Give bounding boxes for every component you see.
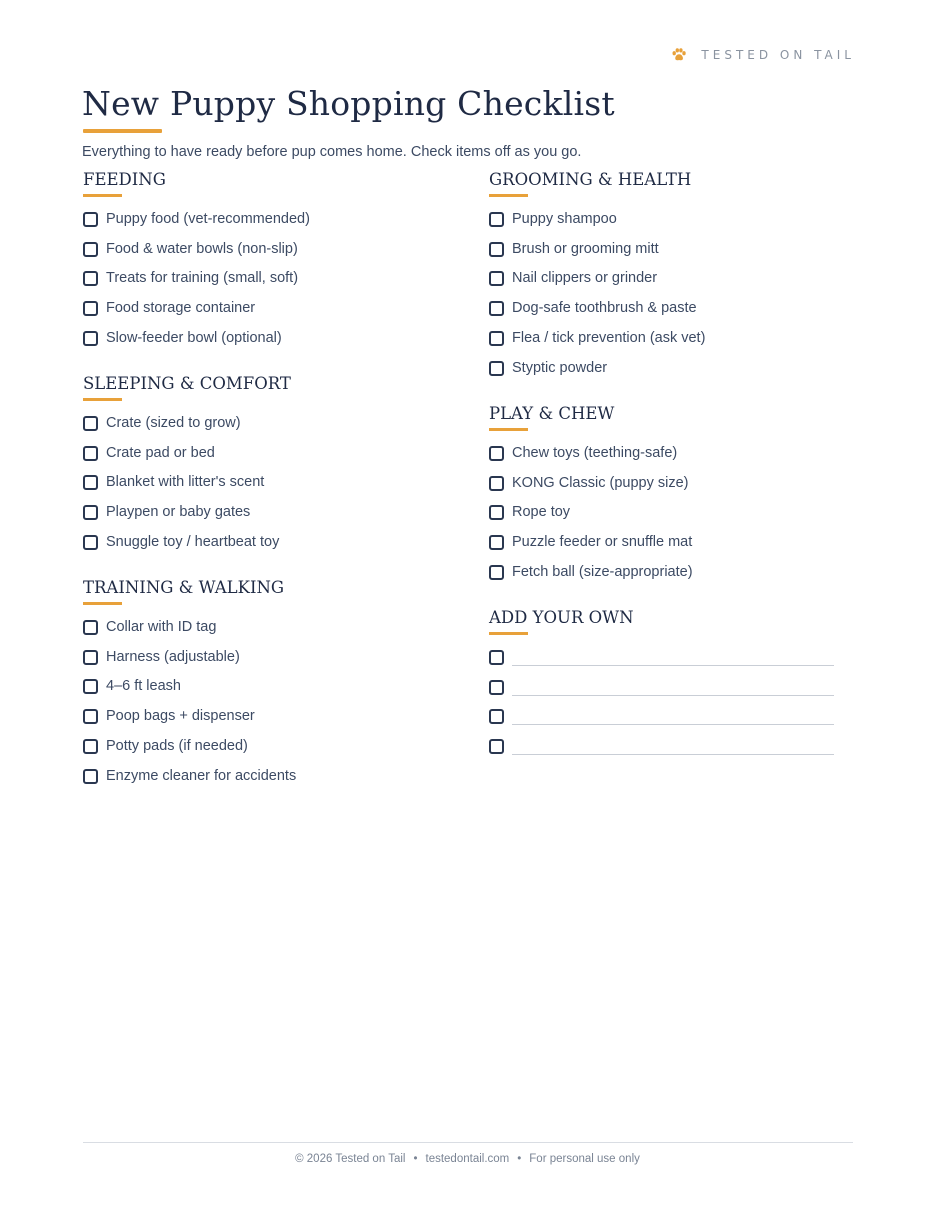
- checkbox[interactable]: [83, 679, 98, 694]
- checklist-item: [489, 468, 859, 498]
- checklist-item-label: Styptic powder: [512, 359, 608, 376]
- checklist-item: [83, 204, 453, 234]
- checklist-item-label: Dog-safe toothbrush & paste: [512, 300, 697, 317]
- checkbox[interactable]: [489, 739, 504, 754]
- checklist-item: [489, 204, 859, 234]
- checklist-item: [489, 323, 859, 353]
- checkbox[interactable]: [489, 650, 504, 665]
- brand-header: [671, 48, 855, 62]
- footer-site: testedontail.com: [425, 1153, 510, 1165]
- checklist: [83, 204, 453, 353]
- section-underline: [489, 428, 528, 431]
- checklist-item: [489, 557, 859, 587]
- write-in-line[interactable]: [512, 738, 834, 755]
- checkbox[interactable]: [83, 620, 98, 635]
- paw-icon: [671, 48, 687, 62]
- checkbox[interactable]: [83, 301, 98, 316]
- section-feeding: [83, 169, 453, 353]
- checklist-item: [489, 353, 859, 383]
- checklist-item-label: Chew toys (teething-safe): [512, 444, 678, 461]
- checklist-item-label: Crate (sized to grow): [106, 414, 241, 431]
- section-underline: [83, 194, 122, 197]
- checkbox[interactable]: [489, 212, 504, 227]
- checklist: [83, 612, 453, 791]
- checklist-item-label: Blanket with litter's scent: [106, 474, 265, 491]
- checklist-item: [83, 497, 453, 527]
- checkbox[interactable]: [489, 709, 504, 724]
- checklist-item: [83, 468, 453, 498]
- checkbox[interactable]: [83, 271, 98, 286]
- checkbox[interactable]: [489, 535, 504, 550]
- checklist-item-label: Puppy food (vet-recommended): [106, 210, 310, 227]
- checklist-item-label: Slow-feeder bowl (optional): [106, 330, 282, 347]
- checklist-item-label: Fetch ball (size-appropriate): [512, 564, 693, 581]
- checklist-item: [489, 498, 859, 528]
- checklist-item-label: Enzyme cleaner for accidents: [106, 767, 297, 784]
- checkbox[interactable]: [489, 331, 504, 346]
- checkbox[interactable]: [489, 361, 504, 376]
- footer-note: For personal use only: [529, 1153, 640, 1165]
- footer-divider: [83, 1142, 853, 1143]
- checklist-item: [83, 323, 453, 353]
- checklist-item: [83, 438, 453, 468]
- section-add-your-own: [489, 607, 859, 761]
- checklist-item: [489, 264, 859, 294]
- checklist-item-label: Harness (adjustable): [106, 648, 240, 665]
- checklist-item: [489, 527, 859, 557]
- checklist-item: [489, 438, 859, 468]
- section-heading: TRAINING & WALKING: [83, 578, 285, 597]
- checklist-item-label: Puppy shampoo: [512, 210, 617, 227]
- brand-name: TESTED ON TAIL: [701, 48, 855, 62]
- checklist-item: [489, 642, 859, 672]
- checklist-item: [83, 672, 453, 702]
- checklist: [489, 642, 859, 761]
- checkbox[interactable]: [83, 769, 98, 784]
- checkbox[interactable]: [489, 505, 504, 520]
- page-title: New Puppy Shopping Checklist: [82, 84, 615, 123]
- checklist-item-label: Puzzle feeder or snuffle mat: [512, 534, 693, 551]
- checkbox[interactable]: [83, 535, 98, 550]
- section-heading: FEEDING: [83, 170, 166, 189]
- checklist-item: [489, 293, 859, 323]
- checklist-item-label: Rope toy: [512, 504, 571, 521]
- checklist-item: [83, 731, 453, 761]
- checklist-item-label: Poop bags + dispenser: [106, 708, 255, 725]
- checklist-item: [83, 408, 453, 438]
- checklist-item: [489, 702, 859, 732]
- checklist-item: [83, 527, 453, 557]
- checklist-item: [83, 612, 453, 642]
- section-heading: ADD YOUR OWN: [489, 608, 634, 627]
- page-subtitle: Everything to have ready before pup comes home. Check items off as you go.: [82, 144, 582, 160]
- footer-separator: •: [413, 1153, 418, 1165]
- checklist: [489, 438, 859, 587]
- checklist: [83, 408, 453, 557]
- write-in-line[interactable]: [512, 708, 834, 725]
- checklist-item-label: Brush or grooming mitt: [512, 240, 659, 257]
- section-underline: [489, 632, 528, 635]
- section-grooming-health: [489, 169, 859, 383]
- checkbox[interactable]: [83, 650, 98, 665]
- checklist-item-label: Snuggle toy / heartbeat toy: [106, 534, 280, 551]
- checklist-item-label: Treats for training (small, soft): [106, 270, 299, 287]
- checkbox[interactable]: [489, 680, 504, 695]
- checklist-item-label: Nail clippers or grinder: [512, 270, 658, 287]
- footer-copyright: © 2026 Tested on Tail: [295, 1153, 406, 1165]
- checkbox[interactable]: [489, 565, 504, 580]
- checklist-item: [489, 672, 859, 702]
- checklist: [489, 204, 859, 383]
- title-underline: [83, 129, 162, 133]
- section-training-walking: [83, 577, 453, 791]
- checklist-item: [83, 761, 453, 791]
- checkbox[interactable]: [83, 475, 98, 490]
- checkbox[interactable]: [83, 505, 98, 520]
- checkbox[interactable]: [83, 739, 98, 754]
- checkbox[interactable]: [83, 446, 98, 461]
- checkbox[interactable]: [489, 242, 504, 257]
- checkbox[interactable]: [489, 476, 504, 491]
- checkbox[interactable]: [489, 271, 504, 286]
- checklist-item-label: Food & water bowls (non-slip): [106, 240, 298, 257]
- checklist-item: [489, 234, 859, 264]
- checkbox[interactable]: [83, 212, 98, 227]
- checkbox[interactable]: [489, 446, 504, 461]
- checkbox[interactable]: [83, 331, 98, 346]
- checklist-item-label: Potty pads (if needed): [106, 738, 248, 755]
- write-in-line[interactable]: [512, 649, 834, 666]
- section-heading: SLEEPING & COMFORT: [83, 374, 291, 393]
- checklist-item: [83, 293, 453, 323]
- checklist-item-label: KONG Classic (puppy size): [512, 474, 689, 491]
- checklist-item: [83, 234, 453, 264]
- checkbox[interactable]: [83, 242, 98, 257]
- checklist-item-label: Collar with ID tag: [106, 618, 217, 635]
- checklist-item-label: 4–6 ft leash: [106, 678, 181, 695]
- footer: [0, 1153, 935, 1165]
- footer-separator: •: [517, 1153, 522, 1165]
- section-underline: [83, 398, 122, 401]
- checklist-item: [83, 264, 453, 294]
- section-underline: [83, 602, 122, 605]
- checkbox[interactable]: [489, 301, 504, 316]
- checklist-item-label: Playpen or baby gates: [106, 504, 251, 521]
- section-underline: [489, 194, 528, 197]
- section-play-chew: [489, 403, 859, 587]
- write-in-line[interactable]: [512, 679, 834, 696]
- checkbox[interactable]: [83, 709, 98, 724]
- checklist-item: [83, 642, 453, 672]
- checklist-item-label: Food storage container: [106, 300, 256, 317]
- section-sleeping-comfort: [83, 373, 453, 557]
- section-heading: PLAY & CHEW: [489, 404, 615, 423]
- checkbox[interactable]: [83, 416, 98, 431]
- checklist-item-label: Crate pad or bed: [106, 444, 215, 461]
- checklist-item: [83, 701, 453, 731]
- section-heading: GROOMING & HEALTH: [489, 170, 692, 189]
- checklist-item-label: Flea / tick prevention (ask vet): [512, 330, 706, 347]
- checklist-item: [489, 731, 859, 761]
